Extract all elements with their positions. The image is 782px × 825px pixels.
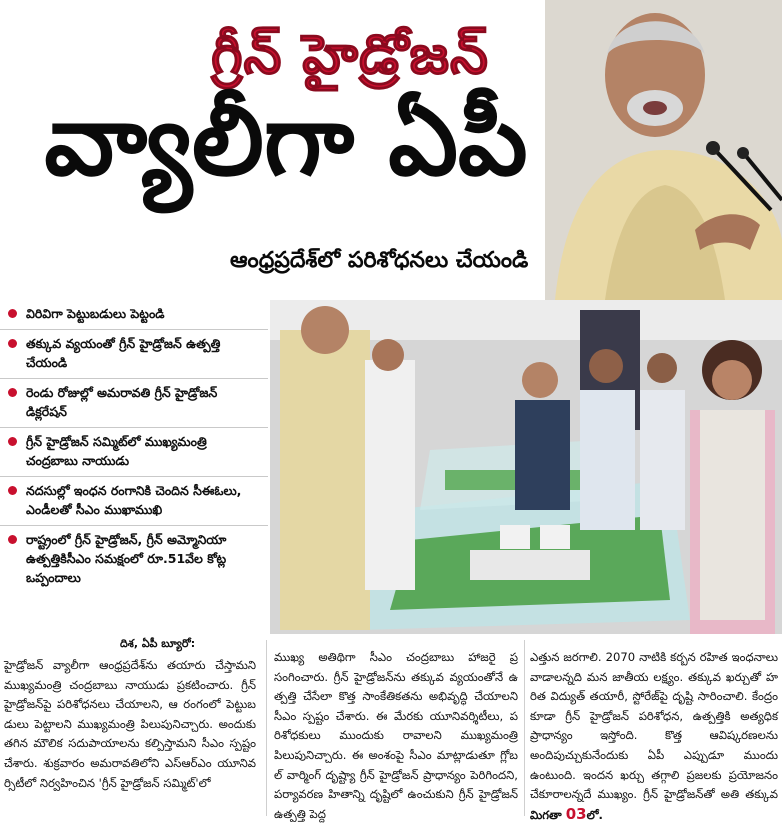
article-text: ఎత్తున జరగాలి. 2070 నాటికి కర్బన రహిత ఇంధనాలు వాడాలన్నది మన జాతీయ లక్ష్యం. తక్కువ ఖర్చుతో హరిత విద్యుత్ తయారీ, స్టోరేజ్‌పై దృష్టి సారించాలి. కేంద్రం కూడా గ్రీన్ హైడ్రోజన్ పరిశోధన, ఉత్పత్తికి అత్యధిక ప్రాధాన్యం ఇస్తోంది. కొత్త ఆవిష్కరణలను అందిపుచ్చుకునేందుకు ఏపీ ఎప్పుడూ ముందు ఉంటుంది. ఇందన ఖర్చు తగ్గాలి ప్రజలకు ప్రయోజనం చేకూరాలన్నదే ముఖ్యం. గ్రీన్ హైడ్రోజన్‌తో అతి తక్కువ [530,650,778,802]
headline-kicker: గ్రీన్ హైడ్రోజన్ [211,22,489,86]
article-paragraph: హైడ్రోజన్ వ్యాలీగా ఆంధ్రప్రదేశ్‌ను తయారు చేస్తామని ముఖ్యమంత్రి చంద్రబాబు నాయుడు ప్రకటించారు. గ్రీన్ హైడ్రోజన్‌పై పరిశోధనలు చేయాలని, ఆ రంగంలో పెట్టుబడులు పెట్టాలని ముఖ్యమంత్రి పిలుపునిచ్చారు. అందుకు తగిన మౌలిక సదుపాయాలను కల్పిస్తామని సీఎం స్పష్టం చేశారు. శుక్రవారం అమరావతిలోని ఎస్ఆర్ఎం యూనివర్సిటీలో నిర్వహించిన 'గ్రీన్ హైడ్రోజన్ సమ్మిట్'లో [4,658,256,790]
continued-suffix: లో. [586,807,603,822]
continued-marker[interactable] [530,804,603,823]
highlight-item [0,428,268,477]
event-photo [270,300,782,634]
headline-subhead: ఆంధ్రప్రదేశ్‌లో పరిశోధనలు చేయండి [230,248,529,273]
article-column-3 [530,648,778,825]
bullet-dot-icon [8,437,17,446]
bullet-dot-icon [8,486,17,495]
highlight-item [0,330,268,379]
highlights-list [0,300,268,593]
highlight-item [0,477,268,526]
bullet-dot-icon [8,388,17,397]
bullet-dot-icon [8,309,17,318]
highlight-text: తక్కువ వ్యయంతో గ్రీన్ హైడ్రోజన్ ఉత్పత్తి చేయండి [26,336,221,370]
article-paragraph: ముఖ్య అతిథిగా సీఎం చంద్రబాబు హాజరై ప్రసంగించారు. గ్రీన్ హైడ్రోజన్‌ను తక్కువ వ్యయంతోనే ఉత్పత్తి చేసేలా కొత్త సాంకేతికతను అభివృద్ధి చేయాలని సీఎం స్పష్టం చేశారు. ఈ మేరకు యూనివర్శిటీలు, పరిశోధకులు ముందుకు రావాలని ముఖ్యమంత్రి పిలుపునిచ్చారు. ఈ అంశంపై సీఎం మాట్లాడుతూ గ్లోబల్ వార్మింగ్ దృష్ట్యా గ్రీన్ హైడ్రోజన్ ప్రాధాన్యం పెరిగిందని, పర్యావరణ హితాన్ని దృష్టిలో ఉంచుకుని గ్రీన్ హైడ్రోజన్ ఉత్పత్తి పెద్ద [274,650,518,821]
continued-label: మిగతా [530,807,562,822]
column-divider [524,640,525,816]
highlight-text: రెండు రోజుల్లో అమరావతి గ్రీన్ హైడ్రోజన్ డిక్లరేషన్ [26,385,218,419]
portrait-illustration [545,0,782,300]
highlight-text: రాష్ట్రంలో గ్రీన్ హైడ్రోజన్, గ్రీన్ అమ్మోనియా ఉత్పత్తికిసీఎం సమక్షంలో రూ.51వేల కోట్ల ఒప్పందాలు [26,532,227,585]
bullet-dot-icon [8,535,17,544]
highlight-item [0,300,268,330]
bullet-dot-icon [8,339,17,348]
headline-main: వ్యాలీగా ఏపీ [44,83,528,198]
column-divider [266,640,267,816]
highlight-item [0,379,268,428]
article-column-1 [4,656,256,793]
event-illustration [270,300,782,634]
portrait-photo [545,0,782,300]
highlight-text: నదసుల్లో ఇంధన రంగానికి చెందిన సీఈఓలు, ఎండీలతో సీఎం ముఖాముఖి [26,483,242,517]
article-column-2 [274,648,518,824]
continued-page-number: 03 [565,804,587,823]
highlight-text: విరివిగా పెట్టుబడులు పెట్టండి [26,306,165,321]
highlight-text: గ్రీన్ హైడ్రోజన్ సమ్మిట్‌లో ముఖ్యమంత్రి చంద్రబాబు నాయుడు [26,434,207,468]
article-paragraph [530,648,778,825]
highlight-item [0,526,268,593]
article-dateline: దిశ, ఏపీ బ్యూరో: [120,637,196,650]
